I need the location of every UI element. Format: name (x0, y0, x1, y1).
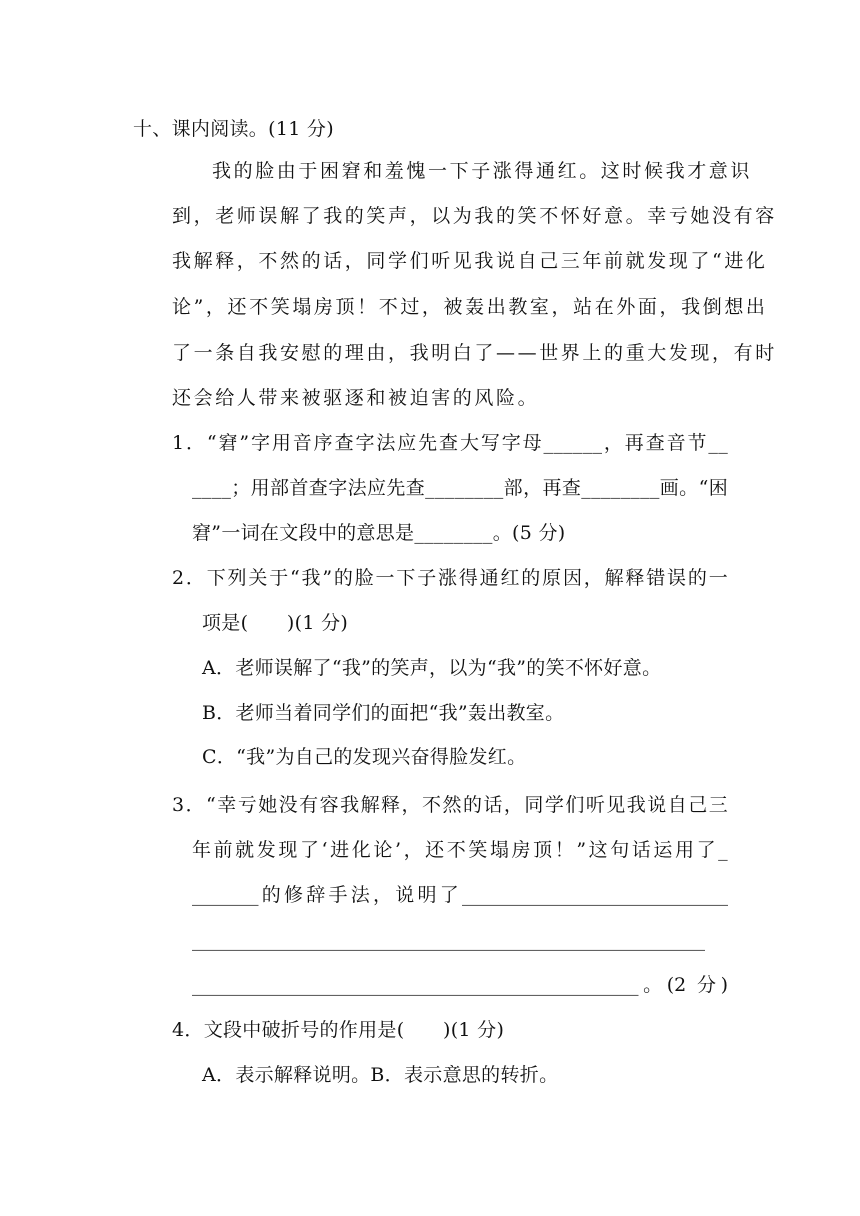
passage-line: 我解释，不然的话，同学们听见我说自己三年前就发现了“进化 (172, 250, 768, 272)
question-line: 3．“幸亏她没有容我解释，不然的话，同学们听见我说自己三 (172, 794, 728, 816)
answer-option-c: C．“我”为自己的发现兴奋得脸发红。 (202, 746, 527, 768)
question-line: 年前就发现了‘进化论’，还不笑塌房顶！”这句话运用了_ (192, 839, 728, 861)
answer-blank-line: _______________________________________________。(2 分) (192, 974, 728, 996)
passage-line: 了一条自我安慰的理由，我明白了——世界上的重大发现，有时 (172, 342, 777, 364)
question-line: 项是( )(1 分) (202, 612, 349, 634)
answer-blank-line: ______________________________________________________ (192, 929, 705, 951)
passage-line: 到，老师误解了我的笑声，以为我的笑不怀好意。幸亏她没有容 (172, 205, 777, 227)
question-line: ____；用部首查字法应先查________部，再查________画。“困 (192, 477, 728, 499)
question-line: _______的修辞手法，说明了____________________________ (192, 884, 728, 906)
answer-options: A．表示解释说明。B．表示意思的转折。 (202, 1064, 559, 1086)
answer-option-a: A．老师误解了“我”的笑声，以为“我”的笑不怀好意。 (202, 657, 662, 679)
question-line: 4．文段中破折号的作用是( )(1 分) (172, 1019, 505, 1041)
section-heading: 十、课内阅读。(11 分) (133, 118, 334, 140)
question-line: 窘”一词在文段中的意思是________。(5 分) (192, 522, 566, 544)
question-line: 2．下列关于“我”的脸一下子涨得通红的原因，解释错误的一 (172, 567, 728, 589)
passage-line: 还会给人带来被驱逐和被迫害的风险。 (172, 387, 540, 409)
passage-line: 我的脸由于困窘和羞愧一下子涨得通红。这时候我才意识 (212, 160, 753, 182)
answer-option-b: B．老师当着同学们的面把“我”轰出教室。 (202, 702, 565, 724)
question-line: 1．“窘”字用音序查字法应先查大写字母______，再查音节__ (172, 432, 728, 454)
passage-line: 论”，还不笑塌房顶！不过，被轰出教室，站在外面，我倒想出 (172, 296, 768, 318)
